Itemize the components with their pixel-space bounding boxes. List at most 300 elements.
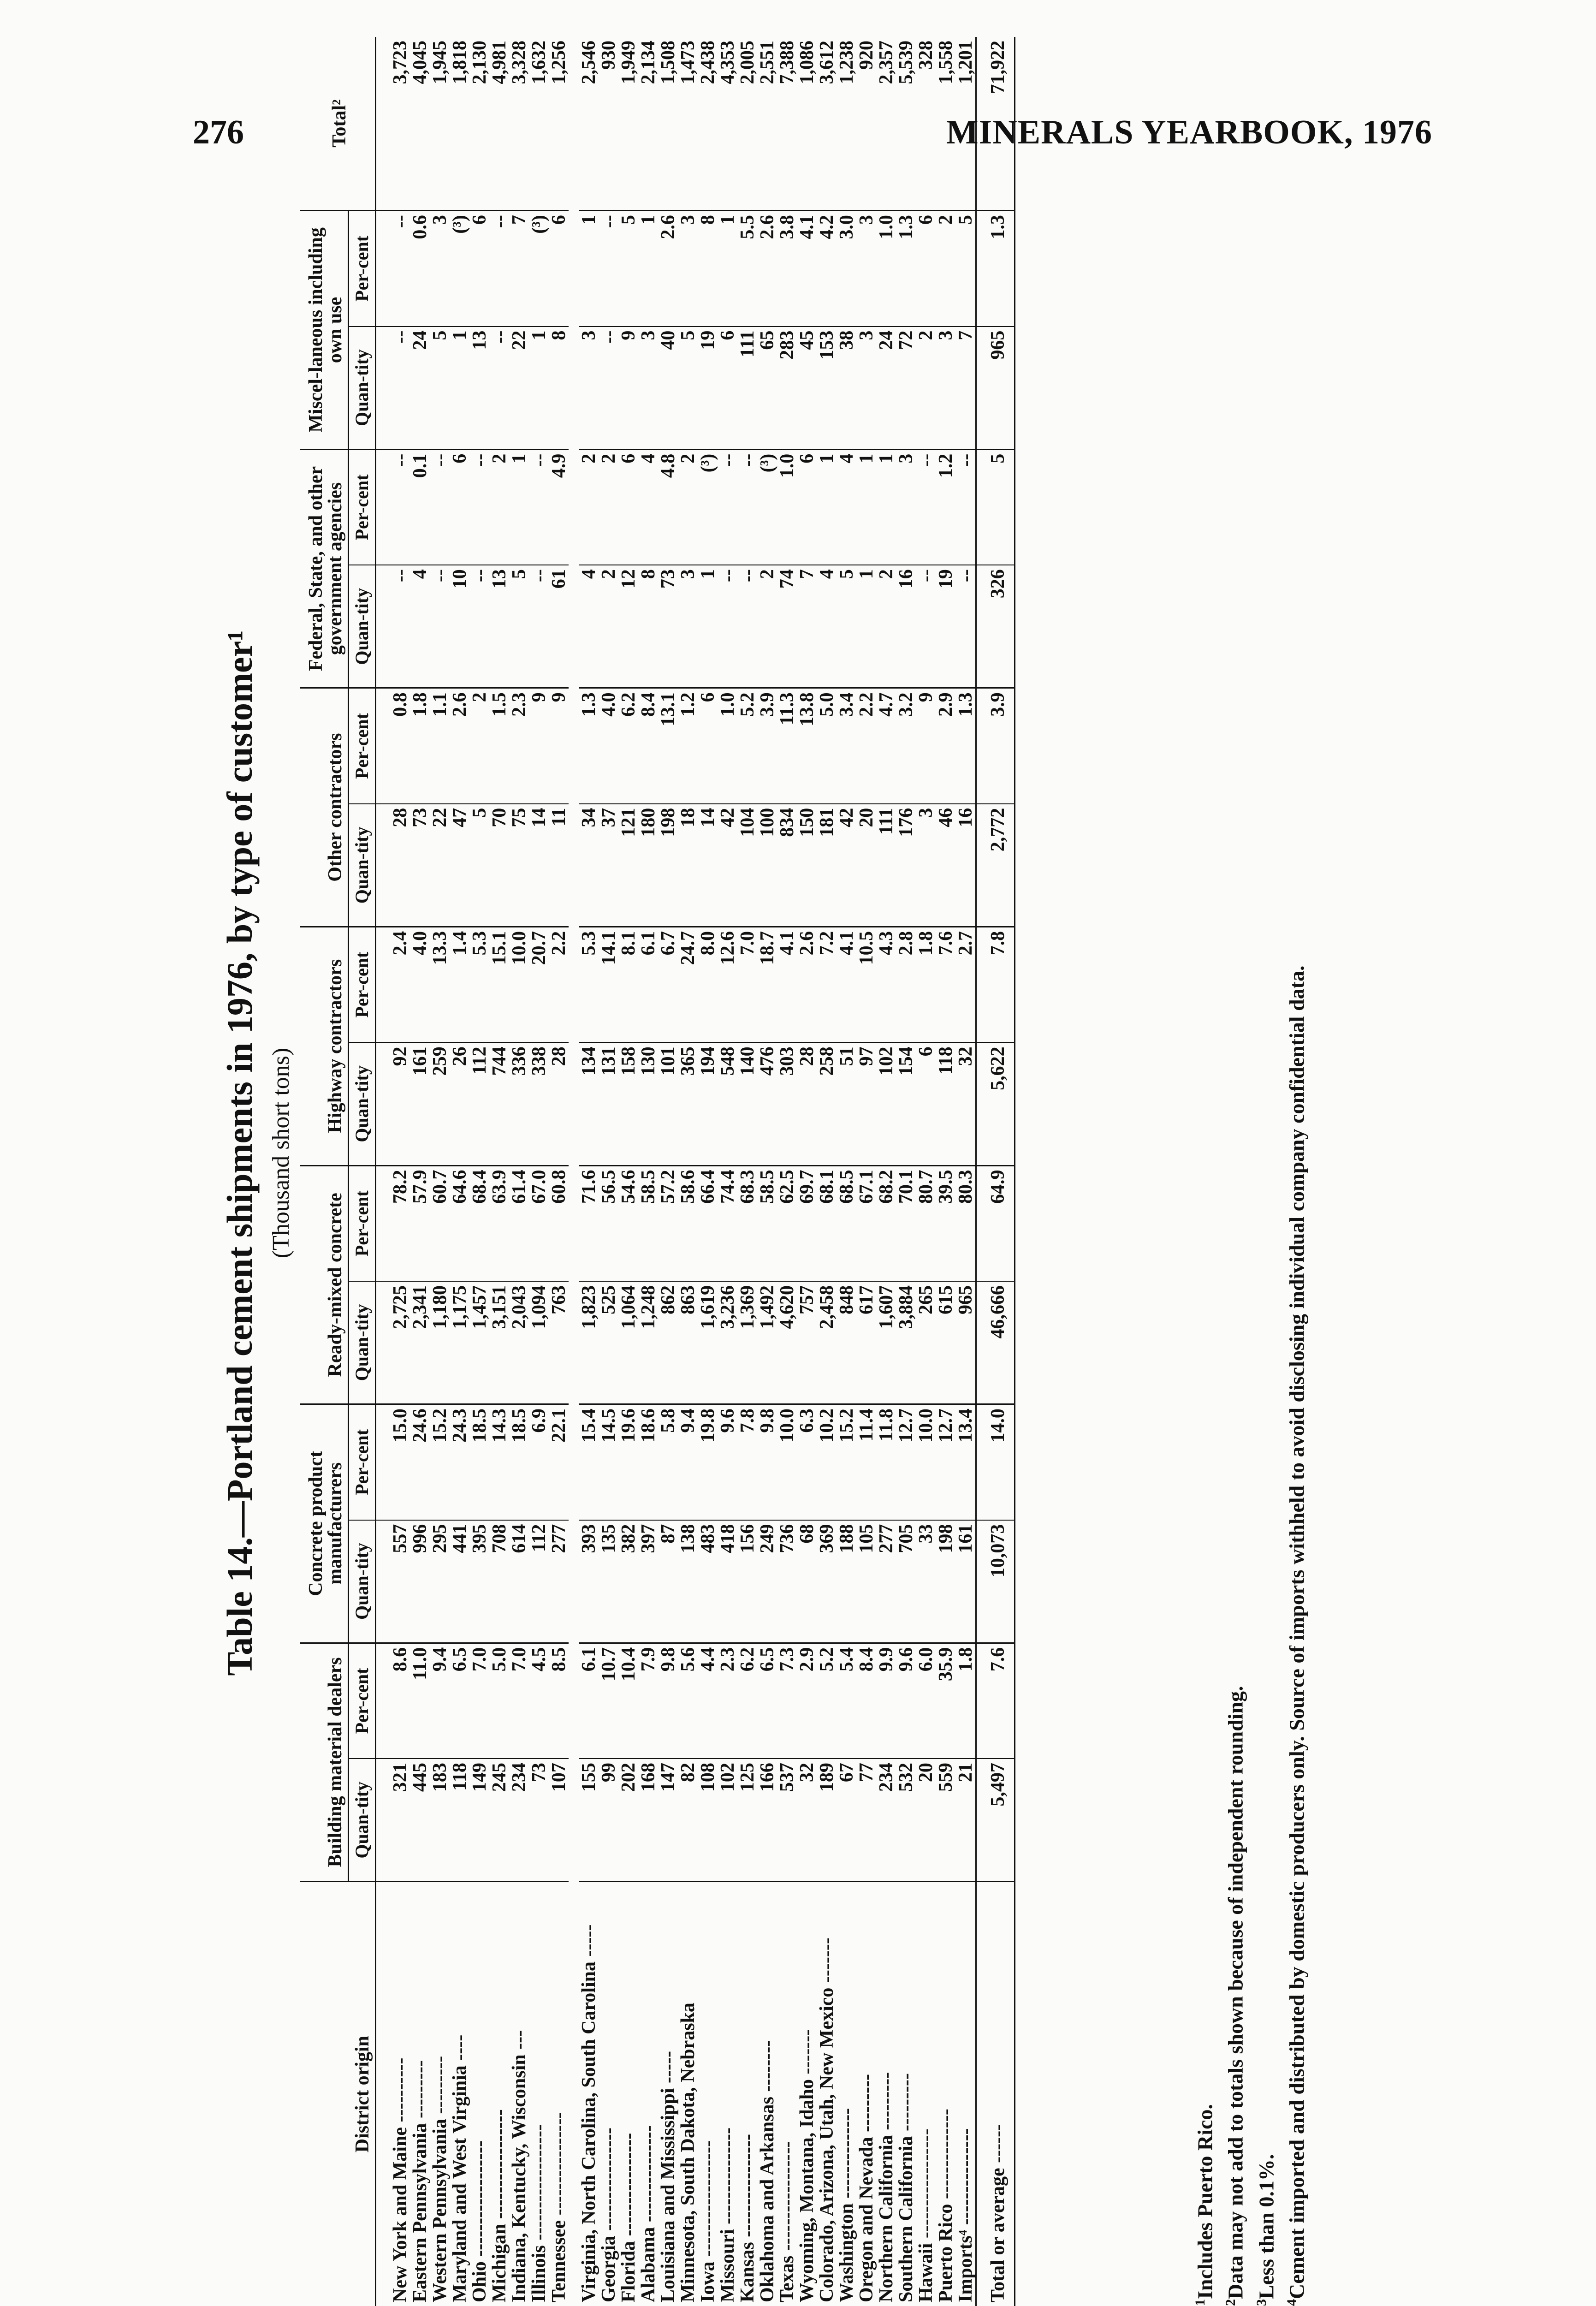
quantity-cell: 234: [876, 1759, 896, 1882]
quantity-cell: 614: [509, 1520, 529, 1643]
percent-cell: 69.7: [797, 1165, 817, 1281]
quantity-cell: 111: [876, 804, 896, 927]
quantity-cell: 382: [618, 1520, 638, 1643]
quantity-cell: 1,823: [579, 1281, 599, 1404]
quantity-cell: 259: [430, 1042, 450, 1165]
group-header-2: Ready-mixed concrete: [300, 1165, 349, 1404]
quantity-cell: 3: [856, 327, 876, 450]
quantity-cell: 336: [509, 1042, 529, 1165]
district-name: Maryland and West Virginia ----: [449, 2034, 470, 2302]
district-header: District origin: [300, 1882, 376, 2306]
percent-cell: 2.9: [936, 688, 955, 804]
quantity-cell: 46,666: [976, 1281, 1015, 1404]
quantity-cell: 92: [376, 1042, 410, 1165]
percent-cell: 14.0: [976, 1404, 1015, 1520]
percent-cell: 2.6: [450, 688, 469, 804]
table-row: [837, 37, 856, 2306]
quantity-cell: 18: [678, 804, 698, 927]
quantity-cell: 757: [797, 1281, 817, 1404]
quantity-cell: 4: [817, 565, 837, 688]
percent-cell: 3: [856, 211, 876, 327]
percent-cell: 2.6: [797, 927, 817, 1042]
footnote: [1187, 966, 1218, 2306]
footnote: [1249, 966, 1279, 2306]
total-cell: 930: [599, 37, 618, 211]
quantity-cell: --: [737, 565, 757, 688]
percent-cell: 71.6: [579, 1165, 599, 1281]
district-name: Western Pennsylvania ---------: [429, 2056, 451, 2302]
percent-cell: 6.0: [916, 1643, 936, 1759]
district-name: Oklahoma and Arkansas --------: [756, 2040, 778, 2302]
district-name: Colorado, Arizona, Utah, New Mexico -------: [816, 1938, 837, 2302]
total-cell: 1,201: [955, 37, 976, 211]
quantity-cell: --: [469, 565, 489, 688]
quantity-cell: --: [529, 565, 549, 688]
percent-subheader: Per-cent: [349, 1404, 376, 1520]
quantity-cell: 38: [837, 327, 856, 450]
percent-cell: 13.1: [658, 688, 678, 804]
percent-cell: (³): [450, 211, 469, 327]
spacer-cell: [569, 37, 579, 2306]
quantity-cell: 111: [737, 327, 757, 450]
quantity-cell: 863: [678, 1281, 698, 1404]
district-name: Southern California ---------: [895, 2073, 917, 2302]
percent-cell: 18.5: [509, 1404, 529, 1520]
quantity-cell: 149: [469, 1759, 489, 1882]
percent-cell: 2.2: [856, 688, 876, 804]
percent-cell: --: [376, 211, 410, 327]
quantity-cell: 3: [638, 327, 658, 450]
percent-cell: 5.0: [489, 1643, 509, 1759]
percent-cell: 1.3: [579, 688, 599, 804]
percent-cell: 7.0: [509, 1643, 529, 1759]
quantity-cell: 369: [817, 1520, 837, 1643]
percent-cell: 6: [916, 211, 936, 327]
quantity-cell: 112: [469, 1042, 489, 1165]
percent-cell: 4: [638, 449, 658, 565]
percent-cell: 1.4: [450, 927, 469, 1042]
percent-cell: 35.9: [936, 1643, 955, 1759]
percent-cell: 8.4: [856, 1643, 876, 1759]
quantity-cell: 180: [638, 804, 658, 927]
quantity-cell: 12: [618, 565, 638, 688]
quantity-cell: 5: [469, 804, 489, 927]
total-cell: 5,539: [896, 37, 916, 211]
quantity-cell: 1,180: [430, 1281, 450, 1404]
quantity-cell: 153: [817, 327, 837, 450]
table-row: [817, 37, 837, 2306]
quantity-cell: 75: [509, 804, 529, 927]
percent-cell: 5.2: [737, 688, 757, 804]
quantity-cell: 37: [599, 804, 618, 927]
percent-cell: --: [430, 449, 450, 565]
percent-cell: (³): [757, 449, 777, 565]
quantity-cell: 112: [529, 1520, 549, 1643]
percent-cell: 2.7: [955, 927, 976, 1042]
table-row: [489, 37, 509, 2306]
quantity-cell: 77: [856, 1759, 876, 1882]
percent-cell: 2.9: [797, 1643, 817, 1759]
table-body: [376, 37, 1015, 2306]
percent-cell: 10.0: [916, 1404, 936, 1520]
percent-cell: --: [376, 449, 410, 565]
total-cell: 3,328: [509, 37, 529, 211]
percent-cell: 68.3: [737, 1165, 757, 1281]
table-subtitle: (Thousand short tons): [268, 1047, 294, 1259]
percent-cell: 6.2: [618, 688, 638, 804]
quantity-cell: --: [718, 565, 737, 688]
quantity-subheader: Quan-tity: [349, 565, 376, 688]
percent-cell: 4.8: [658, 449, 678, 565]
quantity-cell: 277: [876, 1520, 896, 1643]
total-cell: 4,045: [410, 37, 430, 211]
percent-cell: 78.2: [376, 1165, 410, 1281]
quantity-cell: 202: [618, 1759, 638, 1882]
percent-cell: 5: [955, 211, 976, 327]
quantity-cell: 4,620: [777, 1281, 797, 1404]
percent-cell: 61.4: [509, 1165, 529, 1281]
quantity-cell: 140: [737, 1042, 757, 1165]
percent-cell: 15.2: [837, 1404, 856, 1520]
percent-cell: 0.6: [410, 211, 430, 327]
district-name: Kansas ----------------: [736, 2134, 758, 2302]
footnote-text: Less than 0.1%.: [1254, 2154, 1278, 2299]
district-name: Washington --------------: [836, 2108, 857, 2302]
percent-cell: 6.5: [757, 1643, 777, 1759]
district-name: Hawaii -----------------: [915, 2128, 937, 2302]
percent-cell: 3.4: [837, 688, 856, 804]
quantity-cell: 615: [936, 1281, 955, 1404]
percent-cell: 4.0: [599, 688, 618, 804]
percent-cell: 3.8: [777, 211, 797, 327]
quantity-cell: 65: [757, 327, 777, 450]
percent-cell: 2.8: [896, 927, 916, 1042]
total-cell: 1,256: [549, 37, 569, 211]
quantity-cell: 965: [976, 327, 1015, 450]
quantity-cell: 705: [896, 1520, 916, 1643]
quantity-cell: 557: [376, 1520, 410, 1643]
quantity-cell: 6: [718, 327, 737, 450]
footnotes: [1187, 966, 1310, 2306]
percent-cell: 2.3: [509, 688, 529, 804]
cement-shipments-table: [300, 37, 1015, 2306]
percent-cell: 9.9: [876, 1643, 896, 1759]
percent-cell: 19.6: [618, 1404, 638, 1520]
percent-cell: 2: [469, 688, 489, 804]
total-cell: 1,949: [618, 37, 638, 211]
percent-cell: 10.0: [777, 1404, 797, 1520]
quantity-cell: 2,772: [976, 804, 1015, 927]
quantity-cell: 20: [916, 1759, 936, 1882]
quantity-cell: 365: [678, 1042, 698, 1165]
percent-cell: 19.8: [698, 1404, 718, 1520]
percent-cell: 12.7: [936, 1404, 955, 1520]
percent-cell: 64.9: [976, 1165, 1015, 1281]
percent-cell: 68.1: [817, 1165, 837, 1281]
quantity-subheader: Quan-tity: [349, 804, 376, 927]
quantity-cell: 996: [410, 1520, 430, 1643]
table-row: [955, 37, 976, 2306]
quantity-cell: 234: [509, 1759, 529, 1882]
percent-cell: 9.4: [430, 1643, 450, 1759]
quantity-cell: 5: [837, 565, 856, 688]
quantity-cell: 28: [549, 1042, 569, 1165]
total-cell: 1,945: [430, 37, 450, 211]
quantity-cell: 14: [529, 804, 549, 927]
district-name: Ohio ------------------: [469, 2140, 490, 2302]
quantity-cell: 42: [837, 804, 856, 927]
percent-cell: 11.3: [777, 688, 797, 804]
percent-cell: 1.3: [976, 211, 1015, 327]
quantity-cell: 537: [777, 1759, 797, 1882]
quantity-cell: 2: [916, 327, 936, 450]
district-name: Texas -----------------: [776, 2141, 798, 2302]
percent-cell: 4.3: [876, 927, 896, 1042]
percent-cell: --: [718, 449, 737, 565]
quantity-cell: 4: [579, 565, 599, 688]
quantity-subheader: Quan-tity: [349, 327, 376, 450]
table-row: [718, 37, 737, 2306]
percent-cell: 68.4: [469, 1165, 489, 1281]
percent-cell: 4.0: [410, 927, 430, 1042]
percent-cell: 4: [837, 449, 856, 565]
table-row: [469, 37, 489, 2306]
quantity-cell: 87: [658, 1520, 678, 1643]
quantity-cell: 763: [549, 1281, 569, 1404]
quantity-cell: 1,492: [757, 1281, 777, 1404]
percent-cell: 68.5: [837, 1165, 856, 1281]
table-row: [678, 37, 698, 2306]
quantity-cell: 1: [698, 565, 718, 688]
percent-cell: 9.4: [678, 1404, 698, 1520]
percent-cell: 10.5: [856, 927, 876, 1042]
percent-cell: 8.0: [698, 927, 718, 1042]
percent-cell: 5.3: [469, 927, 489, 1042]
footnote: [1279, 966, 1310, 2306]
percent-cell: 18.5: [469, 1404, 489, 1520]
quantity-cell: 158: [618, 1042, 638, 1165]
percent-cell: 5.0: [817, 688, 837, 804]
quantity-cell: 1: [856, 565, 876, 688]
quantity-cell: 51: [837, 1042, 856, 1165]
quantity-cell: 559: [936, 1759, 955, 1882]
percent-cell: 2: [579, 449, 599, 565]
percent-cell: --: [469, 449, 489, 565]
percent-cell: 4.4: [698, 1643, 718, 1759]
percent-cell: 4.1: [777, 927, 797, 1042]
table-row: [936, 37, 955, 2306]
quantity-cell: 166: [757, 1759, 777, 1882]
percent-cell: 1: [509, 449, 529, 565]
quantity-cell: 10,073: [976, 1520, 1015, 1643]
quantity-cell: 525: [599, 1281, 618, 1404]
quantity-cell: 13: [469, 327, 489, 450]
quantity-cell: 102: [718, 1759, 737, 1882]
percent-cell: 5: [618, 211, 638, 327]
percent-cell: 63.9: [489, 1165, 509, 1281]
table-row: [450, 37, 469, 2306]
quantity-cell: 1: [529, 327, 549, 450]
percent-cell: --: [529, 449, 549, 565]
percent-cell: 15.0: [376, 1404, 410, 1520]
running-head: MINERALS YEARBOOK, 1976: [946, 113, 1432, 151]
quantity-cell: 11: [549, 804, 569, 927]
quantity-cell: 10: [450, 565, 469, 688]
quantity-cell: --: [376, 327, 410, 450]
quantity-cell: 26: [450, 1042, 469, 1165]
quantity-cell: 161: [410, 1042, 430, 1165]
percent-cell: 6.1: [638, 927, 658, 1042]
total-cell: 3,723: [376, 37, 410, 211]
quantity-cell: 131: [599, 1042, 618, 1165]
percent-cell: 2: [599, 449, 618, 565]
quantity-cell: 476: [757, 1042, 777, 1165]
quantity-cell: 848: [837, 1281, 856, 1404]
quantity-cell: 4: [410, 565, 430, 688]
table-row: [410, 37, 430, 2306]
quantity-cell: 1,094: [529, 1281, 549, 1404]
quantity-cell: 107: [549, 1759, 569, 1882]
percent-cell: 7.6: [936, 927, 955, 1042]
percent-cell: 58.5: [757, 1165, 777, 1281]
district-name: Wyoming, Montana, Idaho -------: [796, 2029, 818, 2302]
quantity-cell: 130: [638, 1042, 658, 1165]
total-cell: 2,546: [579, 37, 599, 211]
percent-cell: 6.1: [579, 1643, 599, 1759]
percent-cell: 24.6: [410, 1404, 430, 1520]
quantity-cell: 19: [936, 565, 955, 688]
percent-cell: 4.2: [817, 211, 837, 327]
percent-cell: 1.2: [936, 449, 955, 565]
total-cell: 1,558: [936, 37, 955, 211]
footnote-text: Data may not add to totals shown because of independent rounding.: [1223, 1686, 1247, 2299]
quantity-cell: --: [916, 565, 936, 688]
quantity-cell: 258: [817, 1042, 837, 1165]
percent-cell: 68.2: [876, 1165, 896, 1281]
percent-cell: 7.8: [737, 1404, 757, 1520]
district-name: Minnesota, South Dakota, Nebraska: [677, 2003, 699, 2302]
percent-cell: 1.8: [916, 927, 936, 1042]
percent-cell: 64.6: [450, 1165, 469, 1281]
percent-cell: 9: [916, 688, 936, 804]
table-row: [658, 37, 678, 2306]
district-name: Florida ----------------: [617, 2133, 639, 2302]
percent-cell: (³): [529, 211, 549, 327]
district-name: Illinois ------------------: [528, 2124, 550, 2302]
percent-cell: 1.3: [955, 688, 976, 804]
district-name: New York and Maine ----------: [389, 2057, 411, 2302]
percent-cell: 1.3: [896, 211, 916, 327]
percent-cell: 3: [896, 449, 916, 565]
percent-cell: 1.2: [678, 688, 698, 804]
table-row: [509, 37, 529, 2306]
quantity-cell: 708: [489, 1520, 509, 1643]
quantity-cell: 194: [698, 1042, 718, 1165]
percent-cell: 58.5: [638, 1165, 658, 1281]
quantity-cell: 19: [698, 327, 718, 450]
quantity-cell: 138: [678, 1520, 698, 1643]
percent-cell: 5.8: [658, 1404, 678, 1520]
quantity-cell: 40: [658, 327, 678, 450]
total-cell: 7,388: [777, 37, 797, 211]
percent-cell: 2: [936, 211, 955, 327]
total-cell: 1,086: [797, 37, 817, 211]
quantity-cell: 188: [837, 1520, 856, 1643]
quantity-cell: 5,497: [976, 1759, 1015, 1882]
footnote: [1218, 966, 1248, 2306]
quantity-cell: 5: [509, 565, 529, 688]
percent-cell: 7.2: [817, 927, 837, 1042]
quantity-cell: 1,175: [450, 1281, 469, 1404]
total-cell: 1,632: [529, 37, 549, 211]
percent-cell: 13.3: [430, 927, 450, 1042]
quantity-cell: 104: [737, 804, 757, 927]
percent-cell: 2.2: [549, 927, 569, 1042]
quantity-cell: 134: [579, 1042, 599, 1165]
quantity-cell: 532: [896, 1759, 916, 1882]
quantity-cell: 1,064: [618, 1281, 638, 1404]
quantity-cell: 2,725: [376, 1281, 410, 1404]
percent-subheader: Per-cent: [349, 688, 376, 804]
quantity-cell: 445: [410, 1759, 430, 1882]
table-row: [376, 37, 410, 2306]
quantity-cell: 3: [916, 804, 936, 927]
total-cell: 2,134: [638, 37, 658, 211]
quantity-cell: 617: [856, 1281, 876, 1404]
quantity-cell: --: [599, 327, 618, 450]
quantity-cell: 67: [837, 1759, 856, 1882]
percent-subheader: Per-cent: [349, 1643, 376, 1759]
percent-cell: 1: [856, 449, 876, 565]
total-cell: 1,508: [658, 37, 678, 211]
percent-cell: 6: [549, 211, 569, 327]
percent-cell: 56.5: [599, 1165, 618, 1281]
table-row: [876, 37, 896, 2306]
quantity-cell: 2,341: [410, 1281, 430, 1404]
percent-cell: 60.7: [430, 1165, 450, 1281]
quantity-cell: 181: [817, 804, 837, 927]
district-name: Indiana, Kentucky, Wisconsin ---: [508, 2030, 530, 2302]
percent-subheader: Per-cent: [349, 211, 376, 327]
quantity-cell: 100: [757, 804, 777, 927]
quantity-cell: 3: [678, 565, 698, 688]
percent-cell: 10.4: [618, 1643, 638, 1759]
quantity-cell: 156: [737, 1520, 757, 1643]
percent-cell: 6: [698, 688, 718, 804]
total-cell: 1,473: [678, 37, 698, 211]
quantity-cell: 46: [936, 804, 955, 927]
group-header-1: Concrete product manufacturers: [300, 1404, 349, 1643]
quantity-cell: 73: [658, 565, 678, 688]
percent-cell: 67.1: [856, 1165, 876, 1281]
quantity-cell: 13: [489, 565, 509, 688]
quantity-cell: 32: [955, 1042, 976, 1165]
percent-cell: 14.1: [599, 927, 618, 1042]
percent-cell: 5.4: [837, 1643, 856, 1759]
percent-cell: 3.9: [976, 688, 1015, 804]
quantity-cell: 2: [757, 565, 777, 688]
quantity-cell: 28: [376, 804, 410, 927]
quantity-cell: 22: [430, 804, 450, 927]
quantity-cell: 74: [777, 565, 797, 688]
percent-subheader: Per-cent: [349, 1165, 376, 1281]
quantity-cell: 3,151: [489, 1281, 509, 1404]
footnote-mark: 2: [1223, 2299, 1239, 2306]
quantity-cell: 82: [678, 1759, 698, 1882]
total-cell: 2,130: [469, 37, 489, 211]
quantity-cell: 441: [450, 1520, 469, 1643]
quantity-cell: 744: [489, 1042, 509, 1165]
